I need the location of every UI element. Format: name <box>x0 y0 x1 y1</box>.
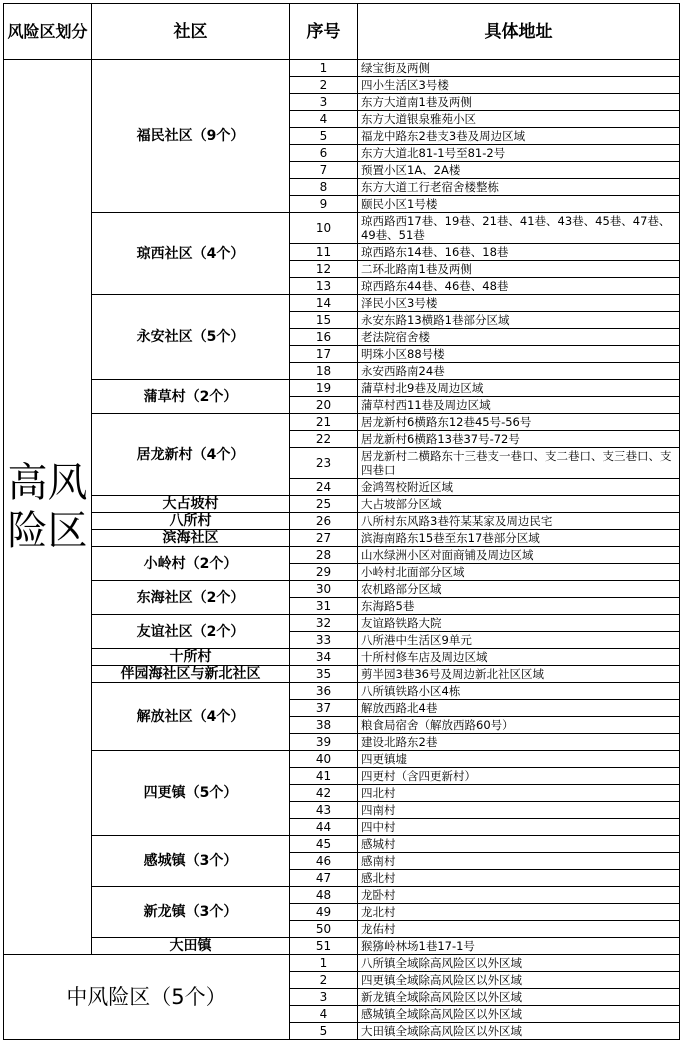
address-cell: 预置小区1A、2A楼 <box>358 162 680 179</box>
address-cell: 蒲草村北9巷及周边区域 <box>358 380 680 397</box>
seq-number: 41 <box>290 768 358 785</box>
seq-number: 7 <box>290 162 358 179</box>
address-cell: 东方大道工行老宿舍楼整栋 <box>358 179 680 196</box>
address-cell: 金鸿驾校附近区域 <box>358 479 680 496</box>
community-name: 八所村 <box>92 513 290 530</box>
header-seq: 序号 <box>290 4 358 60</box>
table-row <box>4 414 680 431</box>
seq-number: 2 <box>290 77 358 94</box>
address-cell: 感城镇全域除高风险区以外区域 <box>358 1006 680 1023</box>
community-name: 大占坡村 <box>92 496 290 513</box>
seq-number: 15 <box>290 312 358 329</box>
community-name: 大田镇 <box>92 938 290 955</box>
seq-number: 3 <box>290 989 358 1006</box>
address-cell: 大田镇全域除高风险区以外区域 <box>358 1023 680 1040</box>
address-cell: 居龙新村二横路东十三巷支一巷口、支二巷口、支三巷口、支四巷口 <box>358 448 680 479</box>
address-cell: 感南村 <box>358 853 680 870</box>
address-cell: 八所镇铁路小区4栋 <box>358 683 680 700</box>
seq-number: 5 <box>290 128 358 145</box>
table-body <box>4 60 680 1040</box>
community-name: 新龙镇（3个） <box>92 887 290 938</box>
header-address: 具体地址 <box>358 4 680 60</box>
seq-number: 34 <box>290 649 358 666</box>
seq-number: 19 <box>290 380 358 397</box>
address-cell: 感北村 <box>358 870 680 887</box>
seq-number: 48 <box>290 887 358 904</box>
seq-number: 1 <box>290 955 358 972</box>
community-name: 东海社区（2个） <box>92 581 290 615</box>
table-row <box>4 530 680 547</box>
risk-zone-table <box>3 3 680 1040</box>
table-row <box>4 213 680 244</box>
header-community: 社区 <box>92 4 290 60</box>
address-cell: 四更镇墟 <box>358 751 680 768</box>
community-name: 友谊社区（2个） <box>92 615 290 649</box>
address-cell: 明珠小区88号楼 <box>358 346 680 363</box>
address-cell: 东海路5巷 <box>358 598 680 615</box>
address-cell: 泽民小区3号楼 <box>358 295 680 312</box>
seq-number: 23 <box>290 448 358 479</box>
table-row <box>4 836 680 853</box>
seq-number: 49 <box>290 904 358 921</box>
seq-number: 21 <box>290 414 358 431</box>
community-name: 十所村 <box>92 649 290 666</box>
address-cell: 龙北村 <box>358 904 680 921</box>
seq-number: 32 <box>290 615 358 632</box>
address-cell: 永安西路南24巷 <box>358 363 680 380</box>
seq-number: 16 <box>290 329 358 346</box>
address-cell: 小岭村北面部分区域 <box>358 564 680 581</box>
header-zone: 风险区划分 <box>4 4 92 60</box>
address-cell: 四北村 <box>358 785 680 802</box>
address-cell: 解放西路北4巷 <box>358 700 680 717</box>
address-cell: 滨海南路东15巷至东17巷部分区域 <box>358 530 680 547</box>
address-cell: 东方大道银泉雅苑小区 <box>358 111 680 128</box>
community-name: 永安社区（5个） <box>92 295 290 380</box>
seq-number: 22 <box>290 431 358 448</box>
seq-number: 12 <box>290 261 358 278</box>
seq-number: 39 <box>290 734 358 751</box>
seq-number: 4 <box>290 1006 358 1023</box>
table-row <box>4 751 680 768</box>
table-row <box>4 666 680 683</box>
seq-number: 26 <box>290 513 358 530</box>
table-row <box>4 513 680 530</box>
seq-number: 46 <box>290 853 358 870</box>
community-name: 四更镇（5个） <box>92 751 290 836</box>
seq-number: 50 <box>290 921 358 938</box>
address-cell: 福龙中路东2巷支3巷及周边区域 <box>358 128 680 145</box>
address-cell: 东方大道北81-1号至81-2号 <box>358 145 680 162</box>
address-cell: 八所镇全域除高风险区以外区域 <box>358 955 680 972</box>
seq-number: 17 <box>290 346 358 363</box>
table-row <box>4 380 680 397</box>
address-cell: 居龙新村6横路13巷37号-72号 <box>358 431 680 448</box>
seq-number: 25 <box>290 496 358 513</box>
address-cell: 大占坡部分区域 <box>358 496 680 513</box>
address-cell: 蒲草村西11巷及周边区域 <box>358 397 680 414</box>
table-row <box>4 295 680 312</box>
address-cell: 粮食局宿舍（解放西路60号） <box>358 717 680 734</box>
address-cell: 永安东路13横路1巷部分区域 <box>358 312 680 329</box>
address-cell: 东方大道南1巷及两侧 <box>358 94 680 111</box>
seq-number: 28 <box>290 547 358 564</box>
seq-number: 2 <box>290 972 358 989</box>
seq-number: 45 <box>290 836 358 853</box>
seq-number: 5 <box>290 1023 358 1040</box>
address-cell: 剪半园3巷36号及周边新北社区区域 <box>358 666 680 683</box>
address-cell: 四南村 <box>358 802 680 819</box>
address-cell: 农机路部分区域 <box>358 581 680 598</box>
community-name: 解放社区（4个） <box>92 683 290 751</box>
address-cell: 感城村 <box>358 836 680 853</box>
address-cell: 龙卧村 <box>358 887 680 904</box>
community-name: 滨海社区 <box>92 530 290 547</box>
header-row <box>4 4 680 60</box>
address-cell: 新龙镇全域除高风险区以外区域 <box>358 989 680 1006</box>
seq-number: 27 <box>290 530 358 547</box>
address-cell: 琼西路西17巷、19巷、21巷、41巷、43巷、45巷、47巷、49巷、51巷 <box>358 213 680 244</box>
seq-number: 37 <box>290 700 358 717</box>
seq-number: 8 <box>290 179 358 196</box>
seq-number: 11 <box>290 244 358 261</box>
seq-number: 18 <box>290 363 358 380</box>
seq-number: 44 <box>290 819 358 836</box>
address-cell: 四小生活区3号楼 <box>358 77 680 94</box>
address-cell: 琼西路东44巷、46巷、48巷 <box>358 278 680 295</box>
seq-number: 40 <box>290 751 358 768</box>
address-cell: 居龙新村6横路东12巷45号-56号 <box>358 414 680 431</box>
address-cell: 龙佑村 <box>358 921 680 938</box>
seq-number: 9 <box>290 196 358 213</box>
seq-number: 47 <box>290 870 358 887</box>
address-cell: 颐民小区1号楼 <box>358 196 680 213</box>
address-cell: 四中村 <box>358 819 680 836</box>
community-name: 小岭村（2个） <box>92 547 290 581</box>
table-row <box>4 683 680 700</box>
community-name: 伴园海社区与新北社区 <box>92 666 290 683</box>
address-cell: 琼西路东14巷、16巷、18巷 <box>358 244 680 261</box>
seq-number: 4 <box>290 111 358 128</box>
community-name: 福民社区（9个） <box>92 60 290 213</box>
seq-number: 33 <box>290 632 358 649</box>
seq-number: 35 <box>290 666 358 683</box>
seq-number: 6 <box>290 145 358 162</box>
mid-risk-zone-label: 中风险区（5个） <box>4 955 290 1040</box>
seq-number: 30 <box>290 581 358 598</box>
address-cell: 四更镇全域除高风险区以外区域 <box>358 972 680 989</box>
address-cell: 八所港中生活区9单元 <box>358 632 680 649</box>
seq-number: 10 <box>290 213 358 244</box>
seq-number: 14 <box>290 295 358 312</box>
address-cell: 八所村东风路3巷符某某家及周边民宅 <box>358 513 680 530</box>
table-row <box>4 649 680 666</box>
seq-number: 24 <box>290 479 358 496</box>
table-row <box>4 887 680 904</box>
address-cell: 山水绿洲小区对面商铺及周边区域 <box>358 547 680 564</box>
high-risk-zone-label: 高风险区 <box>4 60 92 955</box>
table-row <box>4 938 680 955</box>
table-row <box>4 955 680 972</box>
community-name: 琼西社区（4个） <box>92 213 290 295</box>
seq-number: 38 <box>290 717 358 734</box>
seq-number: 31 <box>290 598 358 615</box>
table-row <box>4 615 680 632</box>
address-cell: 四更村（含四更新村） <box>358 768 680 785</box>
seq-number: 29 <box>290 564 358 581</box>
address-cell: 二环北路南1巷及两侧 <box>358 261 680 278</box>
seq-number: 42 <box>290 785 358 802</box>
address-cell: 十所村修车店及周边区域 <box>358 649 680 666</box>
seq-number: 43 <box>290 802 358 819</box>
table-row <box>4 60 680 77</box>
address-cell: 绿宝街及两侧 <box>358 60 680 77</box>
seq-number: 36 <box>290 683 358 700</box>
table-row <box>4 496 680 513</box>
seq-number: 20 <box>290 397 358 414</box>
seq-number: 51 <box>290 938 358 955</box>
community-name: 居龙新村（4个） <box>92 414 290 496</box>
address-cell: 猴猕岭林场1巷17-1号 <box>358 938 680 955</box>
seq-number: 3 <box>290 94 358 111</box>
address-cell: 建设北路东2巷 <box>358 734 680 751</box>
address-cell: 友谊路铁路大院 <box>358 615 680 632</box>
community-name: 感城镇（3个） <box>92 836 290 887</box>
seq-number: 13 <box>290 278 358 295</box>
seq-number: 1 <box>290 60 358 77</box>
table-row <box>4 547 680 564</box>
table-row <box>4 581 680 598</box>
address-cell: 老法院宿舍楼 <box>358 329 680 346</box>
community-name: 蒲草村（2个） <box>92 380 290 414</box>
